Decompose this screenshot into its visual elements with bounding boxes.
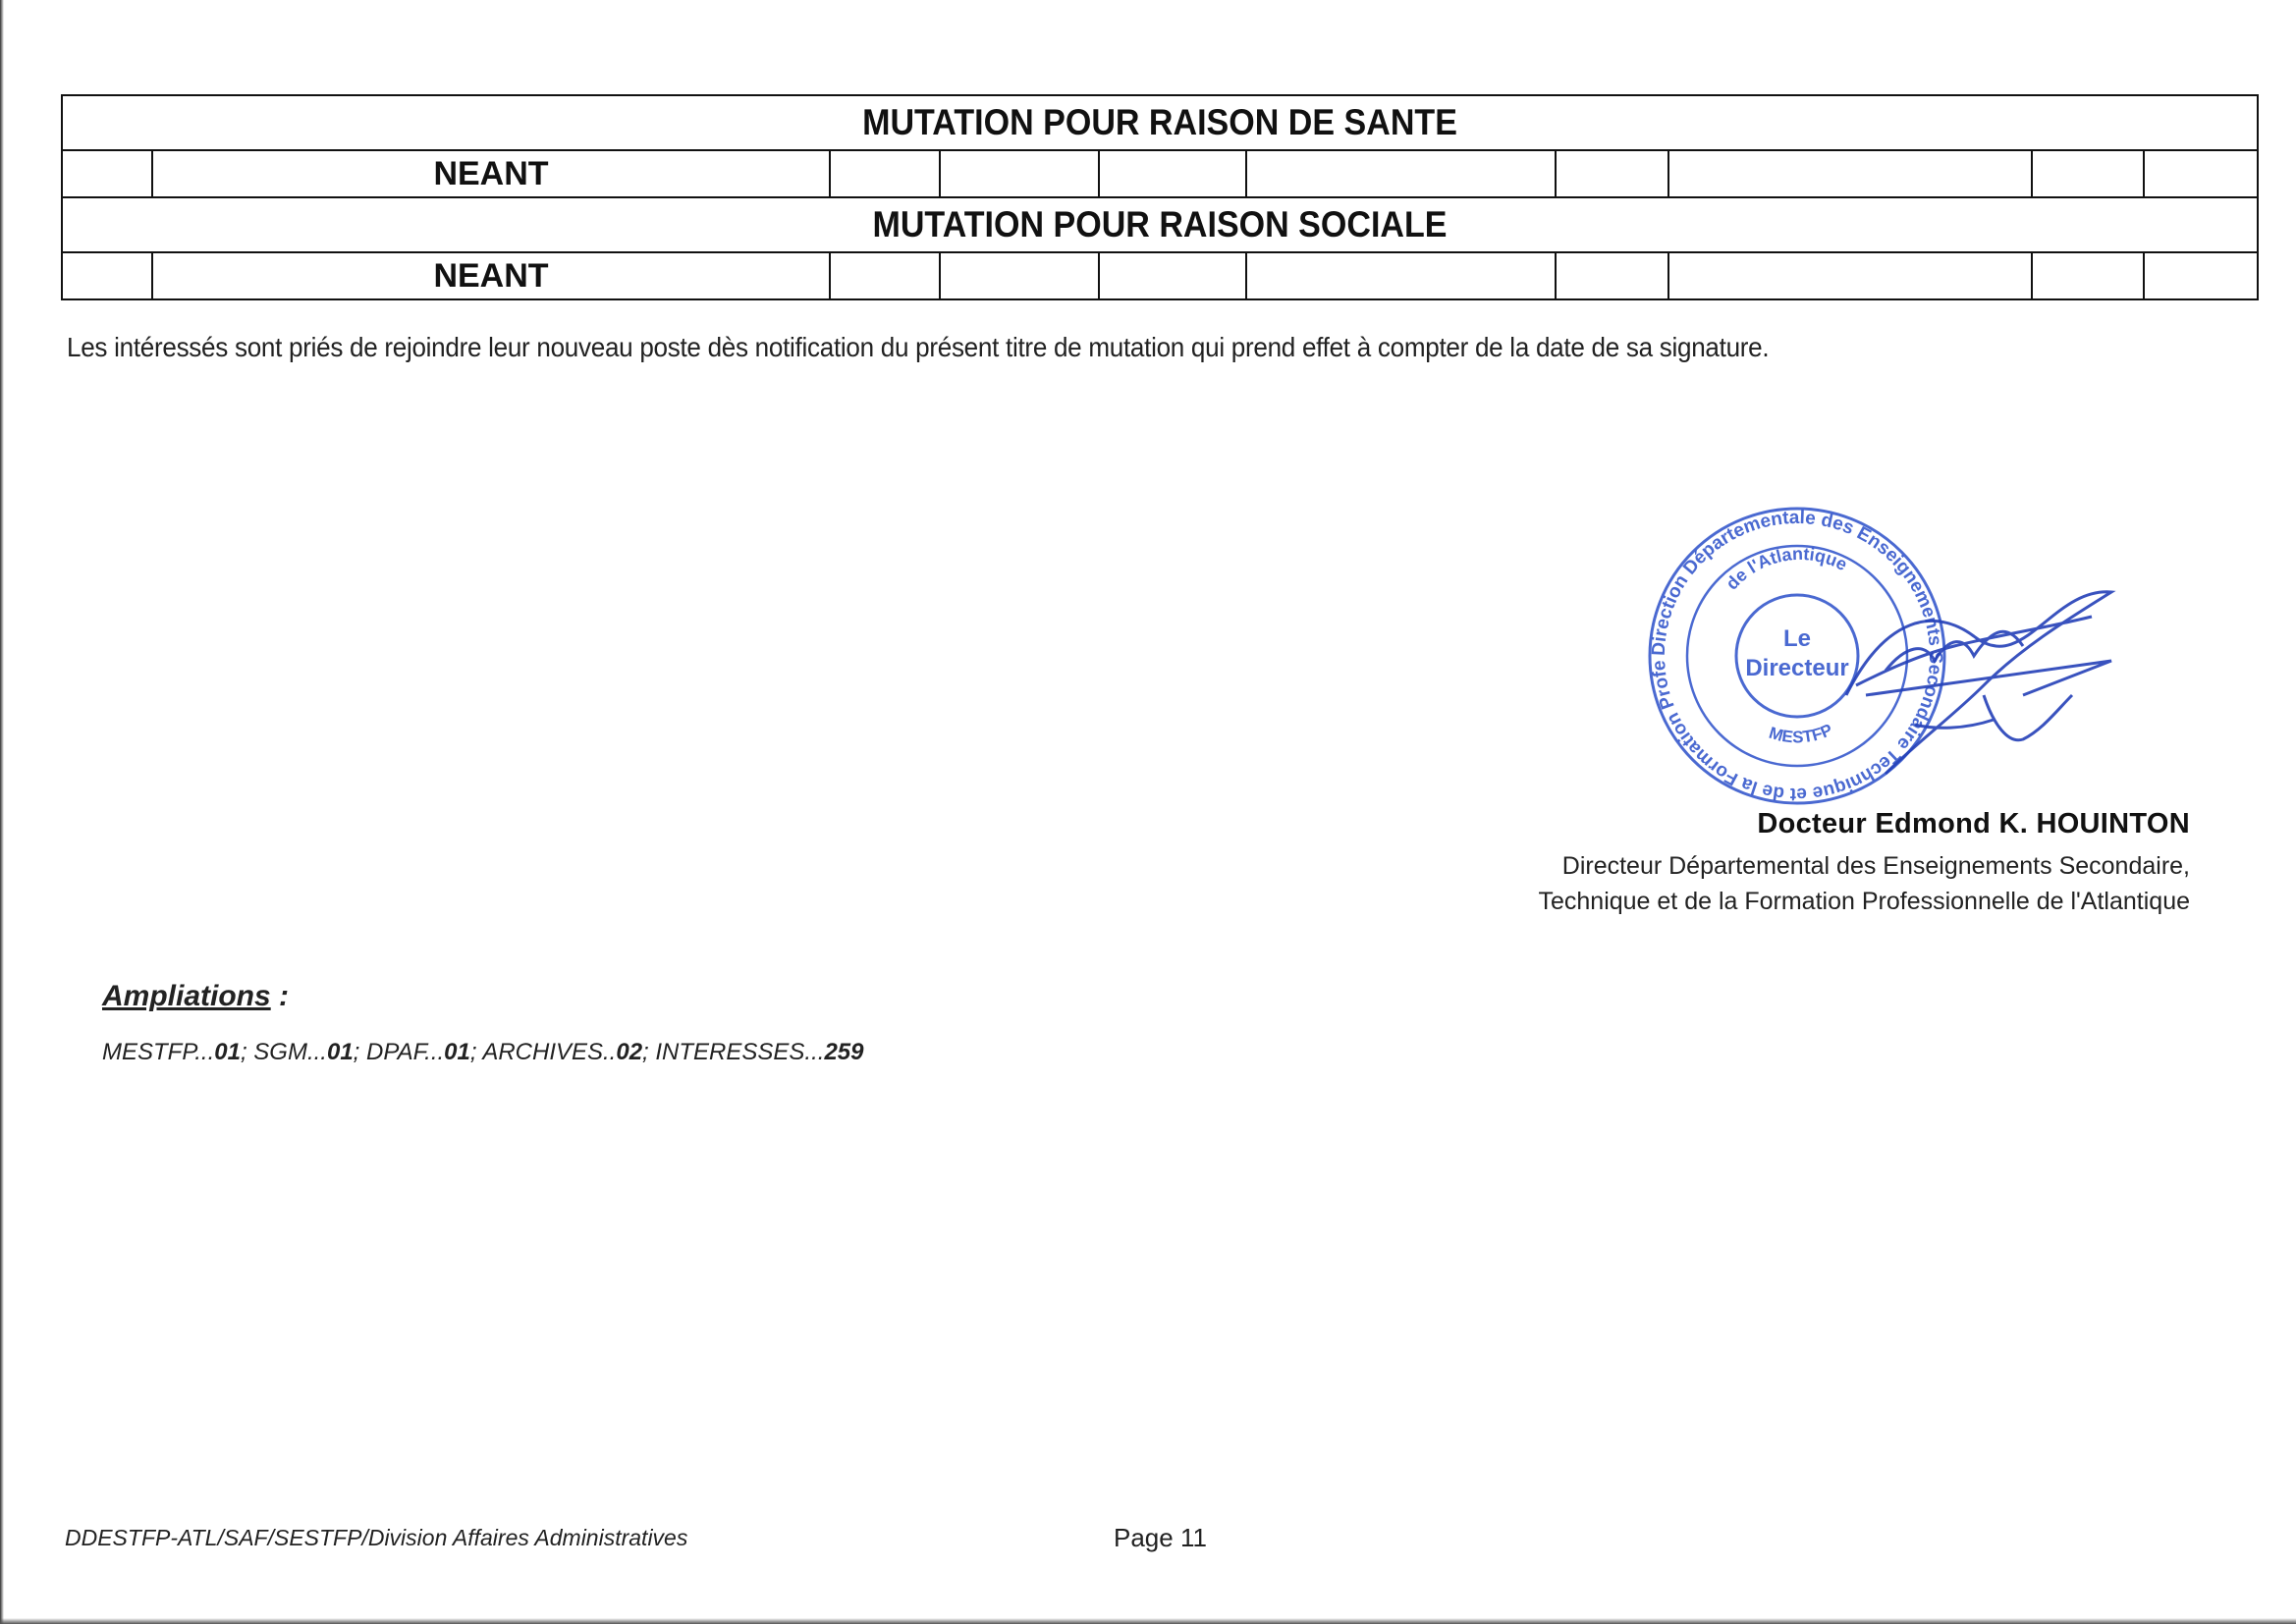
neant-cell: NEANT [152,150,830,197]
table-cell [1556,252,1668,299]
ampliation-separator: ; [642,1039,656,1065]
ampliation-count: 01 [444,1039,470,1065]
section-title-sante: MUTATION POUR RAISON DE SANTE [149,95,2169,150]
table-cell [62,150,152,197]
signatory-title-line: Directeur Départemental des Enseignements Secondaire, [1561,852,2190,880]
ampliation-separator: ; [353,1039,367,1065]
table-row [62,150,2258,197]
stamp-bottom-text: MESTFP [1767,720,1835,747]
ampliation-count: 259 [824,1039,864,1065]
ampliation-label: INTERESSES... [655,1039,825,1065]
table-cell [830,252,940,299]
stamp-seal [1561,499,2151,813]
ampliation-label: SGM... [253,1039,327,1065]
ampliation-count: 01 [214,1039,241,1065]
section-title-sociale: MUTATION POUR RAISON SOCIALE [149,197,2169,252]
ampliations-heading [102,980,289,1013]
table-cell [2144,252,2258,299]
table-cell [830,150,940,197]
table-cell [62,252,152,299]
ampliation-label: ARCHIVES.. [482,1039,617,1065]
table-cell [1668,150,2032,197]
scan-edge [0,1618,2296,1624]
table-cell [2032,252,2144,299]
ampliations-heading-suffix: : [270,980,290,1012]
ampliations-heading-label: Ampliations [102,980,271,1012]
stamp-outer-text: Direction Départementale des Enseignements Secondaire Technique et de la Formation Profe [1648,507,1946,805]
ampliation-count: 01 [326,1039,354,1065]
table-cell [1246,252,1556,299]
ampliation-count: 02 [616,1039,643,1065]
stamp-center-directeur: Directeur [1745,655,1849,681]
ampliation-label: DPAF... [366,1039,445,1065]
table-cell [2032,150,2144,197]
table-cell [1099,252,1246,299]
table-cell [1099,150,1246,197]
table-row [62,252,2258,299]
official-stamp [1561,499,2151,813]
table-cell [1668,252,2032,299]
signatory-title-line: Technique et de la Formation Professionnelle de l'Atlantique [1538,888,2190,915]
notice-text: Les intéressés sont priés de rejoindre leur nouveau poste dès notification du présent titre de mutation qui prend effet à compter de la date de sa signature. [67,332,1770,362]
scan-edge [0,0,4,1624]
ampliation-separator: ; [469,1039,483,1065]
signatory-name: Docteur Edmond K. HOUINTON [1757,808,2190,839]
ampliations-list [102,1039,863,1066]
stamp-inner-text: de l'Atlantique [1722,543,1851,594]
table-cell [940,150,1099,197]
neant-cell: NEANT [152,252,830,299]
ampliation-label: MESTFP... [102,1039,215,1065]
table-cell [1246,150,1556,197]
table-cell [2144,150,2258,197]
stamp-center-le: Le [1782,625,1812,652]
table-cell [1556,150,1668,197]
ampliation-separator: ; [240,1039,254,1065]
page-number: Page 11 [1114,1523,1207,1552]
table-cell [940,252,1099,299]
mutation-table [61,94,2259,300]
signature-scribble [1846,592,2111,774]
footer-reference: DDESTFP-ATL/SAF/SESTFP/Division Affaires Administratives [65,1525,688,1550]
signatory-title [1538,848,2190,919]
